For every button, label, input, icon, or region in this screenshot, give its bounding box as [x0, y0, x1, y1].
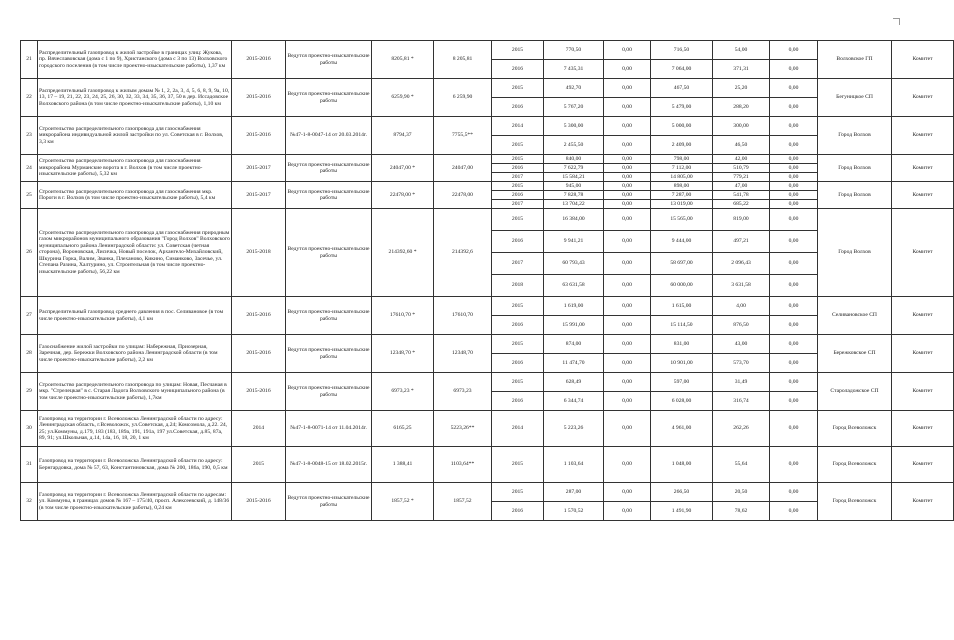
funding-year: 2016 — [492, 354, 544, 373]
funding-other: 0,00 — [770, 155, 818, 164]
funding-year: 2016 — [492, 231, 544, 253]
funding-year: 2016 — [492, 392, 544, 411]
funding-other: 0,00 — [770, 191, 818, 200]
design-status: Ведутся проектно-изыскательские работы — [286, 209, 372, 297]
funding-federal: 0,00 — [604, 41, 651, 60]
funding-total: 2 455,50 — [544, 136, 604, 155]
funding-total: 13 704,22 — [544, 200, 604, 209]
funding-local: 43,00 — [713, 335, 770, 354]
funding-local: 497,21 — [713, 231, 770, 253]
municipality: Селивановское СП — [818, 297, 892, 335]
funding-limit: 8 205,81 — [434, 41, 492, 79]
table-row — [21, 209, 954, 231]
funding-local: 876,50 — [713, 316, 770, 335]
municipality: Город Волхов — [818, 155, 892, 182]
design-status: №47-1-8-0048-15 от 18.02.2015г. — [286, 447, 372, 483]
funding-regional: 14 805,00 — [651, 173, 713, 182]
object-name: Распределительный газопровод среднего давления в пос. Селивановое (в том числе проектно-изыскательские работы), 4,1 км — [38, 297, 232, 335]
funding-year: 2018 — [492, 275, 544, 297]
program-table — [20, 40, 954, 521]
municipality: Волховское ГП — [818, 41, 892, 79]
funding-other: 0,00 — [770, 447, 818, 483]
funding-year: 2017 — [492, 253, 544, 275]
page-corner-mark — [893, 18, 900, 25]
object-name: Строительство распределительного газопровода для газоснабжения природным газом микрорайонов муниципального образования "Город Волхов" Волховского муниципального района Ленинградской области: ул. Советская (четная сторона), Вороновская, Лисичка, Новый поселок, Архангело-Михайловский, Шкурина Горка, Валим, Званка, Плеханово, Кикино, Симанково, Засечье, ул. Степана Разина, Халтурино, ул. Строительная (в том числе проектно-изыскательские работы), 56,22 км — [38, 209, 232, 297]
funding-federal: 0,00 — [604, 411, 651, 447]
funding-year: 2014 — [492, 411, 544, 447]
funding-other: 0,00 — [770, 209, 818, 231]
funding-regional: 60 000,00 — [651, 275, 713, 297]
funding-local: 779,21 — [713, 173, 770, 182]
funding-regional: 4 961,00 — [651, 411, 713, 447]
funding-federal: 0,00 — [604, 191, 651, 200]
funding-federal: 0,00 — [604, 79, 651, 98]
funding-total: 15 991,00 — [544, 316, 604, 335]
funding-limit: 5223,26** — [434, 411, 492, 447]
document-page — [20, 40, 954, 521]
funding-year: 2015 — [492, 136, 544, 155]
row-number: 24 — [21, 155, 38, 182]
funding-total: 15 584,21 — [544, 173, 604, 182]
funding-limit: 1857,52 — [434, 483, 492, 521]
funding-limit: 12348,70 — [434, 335, 492, 373]
design-status: Ведутся проектно-изыскательские работы — [286, 335, 372, 373]
row-number: 26 — [21, 209, 38, 297]
funding-regional: 10 901,00 — [651, 354, 713, 373]
funding-regional: 266,50 — [651, 483, 713, 502]
funding-regional: 831,00 — [651, 335, 713, 354]
funding-federal: 0,00 — [604, 209, 651, 231]
funding-year: 2015 — [492, 209, 544, 231]
funding-other: 0,00 — [770, 60, 818, 79]
funding-total: 770,50 — [544, 41, 604, 60]
funding-other: 0,00 — [770, 79, 818, 98]
object-name: Газоснабжение жилой застройки по улицам: Набережная, Приозерная, Заречная, дер. Бережки Волховского района Ленинградской области (в том числе проектно-изыскательские работы), 2,2 км — [38, 335, 232, 373]
funding-federal: 0,00 — [604, 502, 651, 521]
municipality: Староладожское СП — [818, 373, 892, 411]
estimated-cost: 1857,52 * — [372, 483, 434, 521]
executor: Комитет — [892, 297, 954, 335]
funding-year: 2016 — [492, 191, 544, 200]
implementation-period: 2015-2016 — [232, 117, 286, 155]
funding-federal: 0,00 — [604, 231, 651, 253]
funding-limit: 6 259,90 — [434, 79, 492, 117]
row-number: 29 — [21, 373, 38, 411]
funding-total: 11 474,70 — [544, 354, 604, 373]
funding-year: 2015 — [492, 447, 544, 483]
funding-federal: 0,00 — [604, 98, 651, 117]
executor: Комитет — [892, 411, 954, 447]
funding-total: 60 793,43 — [544, 253, 604, 275]
estimated-cost: 17610,70 * — [372, 297, 434, 335]
funding-total: 5 223,26 — [544, 411, 604, 447]
funding-other: 0,00 — [770, 297, 818, 316]
estimated-cost: 22478,00 * — [372, 182, 434, 209]
funding-year: 2014 — [492, 117, 544, 136]
funding-total: 63 631,58 — [544, 275, 604, 297]
funding-local: 300,00 — [713, 117, 770, 136]
funding-federal: 0,00 — [604, 136, 651, 155]
implementation-period: 2015-2016 — [232, 79, 286, 117]
funding-local: 25,20 — [713, 79, 770, 98]
table-row — [21, 373, 954, 392]
funding-local: 262,26 — [713, 411, 770, 447]
design-status: Ведутся проектно-изыскательские работы — [286, 79, 372, 117]
funding-local: 54,00 — [713, 41, 770, 60]
municipality: Город Всеволожск — [818, 447, 892, 483]
funding-limit: 17610,70 — [434, 297, 492, 335]
executor: Комитет — [892, 373, 954, 411]
funding-year: 2017 — [492, 173, 544, 182]
implementation-period: 2015-2018 — [232, 209, 286, 297]
funding-federal: 0,00 — [604, 253, 651, 275]
table-row — [21, 335, 954, 354]
funding-federal: 0,00 — [604, 297, 651, 316]
funding-limit: 214392,6 — [434, 209, 492, 297]
funding-local: 46,50 — [713, 136, 770, 155]
funding-local: 541,78 — [713, 191, 770, 200]
table-row — [21, 41, 954, 60]
funding-regional: 716,50 — [651, 41, 713, 60]
funding-regional: 1 491,90 — [651, 502, 713, 521]
funding-year: 2015 — [492, 373, 544, 392]
funding-federal: 0,00 — [604, 275, 651, 297]
municipality: Город Волхов — [818, 182, 892, 209]
implementation-period: 2015-2016 — [232, 373, 286, 411]
executor: Комитет — [892, 483, 954, 521]
funding-regional: 7 112,00 — [651, 164, 713, 173]
implementation-period: 2015 — [232, 447, 286, 483]
table-row — [21, 447, 954, 483]
implementation-period: 2015-2017 — [232, 155, 286, 182]
design-status: Ведутся проектно-изыскательские работы — [286, 182, 372, 209]
funding-year: 2015 — [492, 483, 544, 502]
funding-federal: 0,00 — [604, 60, 651, 79]
funding-total: 6 344,74 — [544, 392, 604, 411]
implementation-period: 2014 — [232, 411, 286, 447]
funding-federal: 0,00 — [604, 483, 651, 502]
object-name: Строительство распределительного газопровода для газоснабжения мкр. Пороги в г. Волхов (в том числе проектно-изыскательские работы), 5,4 км — [38, 182, 232, 209]
object-name: Распределительный газопровод к жилой застройке в границах улиц: Жукова, пр. Вячеславовская (дома с 1 по 9), Христанского (дома с 3 по 13) Волховского городского поселения (в том числе проектно-изыскательские работы), 1,37 км — [38, 41, 232, 79]
funding-local: 55,64 — [713, 447, 770, 483]
funding-total: 7 828,78 — [544, 191, 604, 200]
funding-total: 874,00 — [544, 335, 604, 354]
funding-local: 371,31 — [713, 60, 770, 79]
funding-regional: 1 615,00 — [651, 297, 713, 316]
funding-year: 2015 — [492, 41, 544, 60]
funding-total: 16 384,00 — [544, 209, 604, 231]
funding-local: 20,50 — [713, 483, 770, 502]
funding-federal: 0,00 — [604, 155, 651, 164]
design-status: №47-1-8-0071-14 от 11.04.2014г. — [286, 411, 372, 447]
funding-other: 0,00 — [770, 411, 818, 447]
funding-other: 0,00 — [770, 182, 818, 191]
funding-regional: 597,00 — [651, 373, 713, 392]
funding-limit: 22478,00 — [434, 182, 492, 209]
funding-local: 819,00 — [713, 209, 770, 231]
funding-federal: 0,00 — [604, 373, 651, 392]
table-row — [21, 117, 954, 136]
funding-local: 31,49 — [713, 373, 770, 392]
row-number: 21 — [21, 41, 38, 79]
funding-federal: 0,00 — [604, 354, 651, 373]
funding-total: 1 570,52 — [544, 502, 604, 521]
estimated-cost: 24047,00 * — [372, 155, 434, 182]
funding-other: 0,00 — [770, 483, 818, 502]
funding-regional: 13 019,00 — [651, 200, 713, 209]
funding-total: 9 941,21 — [544, 231, 604, 253]
executor: Комитет — [892, 447, 954, 483]
row-number: 30 — [21, 411, 38, 447]
executor: Комитет — [892, 335, 954, 373]
object-name: Газопровод на территории г. Всеволожска Ленинградской области по адресу: Бернгардовка, дома № 57, 63, Константиновская, дома № 200, 186а, 190, 0,5 км — [38, 447, 232, 483]
funding-local: 3 631,58 — [713, 275, 770, 297]
funding-regional: 7 064,00 — [651, 60, 713, 79]
executor: Комитет — [892, 41, 954, 79]
design-status: Ведутся проектно-изыскательские работы — [286, 483, 372, 521]
funding-other: 0,00 — [770, 41, 818, 60]
implementation-period: 2015-2016 — [232, 297, 286, 335]
funding-local: 42,00 — [713, 155, 770, 164]
funding-year: 2015 — [492, 182, 544, 191]
funding-regional: 9 444,00 — [651, 231, 713, 253]
funding-regional: 1 048,00 — [651, 447, 713, 483]
estimated-cost: 8205,81 * — [372, 41, 434, 79]
executor: Комитет — [892, 155, 954, 182]
funding-regional: 898,00 — [651, 182, 713, 191]
funding-other: 0,00 — [770, 373, 818, 392]
funding-other: 0,00 — [770, 354, 818, 373]
row-number: 22 — [21, 79, 38, 117]
municipality: Город Всеволожск — [818, 483, 892, 521]
funding-federal: 0,00 — [604, 392, 651, 411]
design-status: №47-1-8-0047-14 от 20.03.2014г. — [286, 117, 372, 155]
object-name: Газопровод на территории г. Всеволожска Ленинградской области по адресам: ул. Коммуны, в границах домов № 167 – 175/40, просп. Алексеевский, д. 148/36 (в том числе проектно-изыскательские работы), 0,24 км — [38, 483, 232, 521]
funding-other: 0,00 — [770, 253, 818, 275]
design-status: Ведутся проектно-изыскательские работы — [286, 297, 372, 335]
funding-total: 492,70 — [544, 79, 604, 98]
funding-regional: 58 697,00 — [651, 253, 713, 275]
table-row — [21, 297, 954, 316]
funding-total: 287,00 — [544, 483, 604, 502]
funding-other: 0,00 — [770, 136, 818, 155]
design-status: Ведутся проектно-изыскательские работы — [286, 155, 372, 182]
funding-federal: 0,00 — [604, 200, 651, 209]
object-name: Строительство распределительного газопровода для газоснабжения микрорайона индивидуальной жилой застройки по ул. Советская в г. Волхов, 3,3 км — [38, 117, 232, 155]
funding-local: 47,00 — [713, 182, 770, 191]
funding-total: 1 103,64 — [544, 447, 604, 483]
object-name: Строительство распределительного газопровода для газоснабжения микрорайона Мурманские ворота в г. Волхов (в том числе проектно-изыскательские работы), 5,32 км — [38, 155, 232, 182]
estimated-cost: 6165,25 — [372, 411, 434, 447]
funding-federal: 0,00 — [604, 117, 651, 136]
funding-regional: 5 479,00 — [651, 98, 713, 117]
funding-federal: 0,00 — [604, 335, 651, 354]
funding-local: 573,70 — [713, 354, 770, 373]
funding-regional: 2 409,00 — [651, 136, 713, 155]
funding-year: 2017 — [492, 200, 544, 209]
executor: Комитет — [892, 117, 954, 155]
funding-local: 510,79 — [713, 164, 770, 173]
estimated-cost: 6259,90 * — [372, 79, 434, 117]
implementation-period: 2015-2017 — [232, 182, 286, 209]
estimated-cost: 1 388,41 — [372, 447, 434, 483]
row-number: 32 — [21, 483, 38, 521]
object-name: Распределительный газопровод к жилым домам № 1, 2, 2а, 3, 4, 5, 6, 8, 9, 9а, 10, 13, 17 – 19, 21, 22, 23, 24, 25, 26, 30, 32, 33, 34, 35, 36, 37, 50 в дер. Иссадовское Волховского района (в том числе проектно-изыскательские работы), 1,10 км — [38, 79, 232, 117]
funding-year: 2016 — [492, 98, 544, 117]
estimated-cost: 214392,60 * — [372, 209, 434, 297]
funding-local: 288,20 — [713, 98, 770, 117]
funding-federal: 0,00 — [604, 182, 651, 191]
funding-other: 0,00 — [770, 231, 818, 253]
design-status: Ведутся проектно-изыскательские работы — [286, 41, 372, 79]
municipality: Бегуницкое СП — [818, 79, 892, 117]
row-number: 25 — [21, 182, 38, 209]
municipality: Город Волхов — [818, 117, 892, 155]
funding-limit: 7755,5** — [434, 117, 492, 155]
row-number: 28 — [21, 335, 38, 373]
funding-limit: 1103,64** — [434, 447, 492, 483]
table-row — [21, 411, 954, 447]
municipality: Бережковское СП — [818, 335, 892, 373]
funding-regional: 798,00 — [651, 155, 713, 164]
funding-other: 0,00 — [770, 392, 818, 411]
funding-other: 0,00 — [770, 200, 818, 209]
object-name: Газопровод на территории г. Всеволожска Ленинградской области по адресу: Ленинградская область, г.Всеволожск, ул.Советская, д.24; Комсомола, д.22. 24, 25; ул.Коммуны, д.179, 183 (183, 189а, 191, 191а, 197 ул.Советская, д.85, 87а, 89, 91; ул.Школьная, д.14, 14а, 16, 18, 20, 1 км — [38, 411, 232, 447]
table-body — [21, 41, 954, 521]
funding-federal: 0,00 — [604, 164, 651, 173]
funding-total: 7 435,31 — [544, 60, 604, 79]
implementation-period: 2015-2016 — [232, 41, 286, 79]
funding-federal: 0,00 — [604, 447, 651, 483]
implementation-period: 2015-2016 — [232, 483, 286, 521]
funding-regional: 5 000,00 — [651, 117, 713, 136]
row-number: 23 — [21, 117, 38, 155]
funding-regional: 7 287,00 — [651, 191, 713, 200]
funding-total: 945,00 — [544, 182, 604, 191]
funding-local: 78,62 — [713, 502, 770, 521]
funding-federal: 0,00 — [604, 316, 651, 335]
funding-federal: 0,00 — [604, 173, 651, 182]
funding-other: 0,00 — [770, 502, 818, 521]
funding-year: 2016 — [492, 502, 544, 521]
funding-year: 2015 — [492, 79, 544, 98]
funding-limit: 24047,00 — [434, 155, 492, 182]
funding-total: 5 767,20 — [544, 98, 604, 117]
funding-total: 628,49 — [544, 373, 604, 392]
funding-other: 0,00 — [770, 98, 818, 117]
funding-local: 685,22 — [713, 200, 770, 209]
design-status: Ведутся проектно-изыскательские работы — [286, 373, 372, 411]
funding-other: 0,00 — [770, 173, 818, 182]
funding-other: 0,00 — [770, 316, 818, 335]
municipality: Город Волхов — [818, 209, 892, 297]
funding-limit: 6973,23 — [434, 373, 492, 411]
funding-year: 2015 — [492, 155, 544, 164]
object-name: Строительство распределительного газопровода по улицам: Новая, Песчаная в мкр. "Стрелецкая" в с. Старая Ладога Волховского муниципального района (в том числе проектно-изыскательские работы), 1,7км — [38, 373, 232, 411]
table-row — [21, 155, 954, 164]
funding-other: 0,00 — [770, 335, 818, 354]
funding-regional: 15 565,00 — [651, 209, 713, 231]
table-row — [21, 79, 954, 98]
funding-local: 316,74 — [713, 392, 770, 411]
funding-other: 0,00 — [770, 164, 818, 173]
estimated-cost: 12348,70 * — [372, 335, 434, 373]
funding-other: 0,00 — [770, 117, 818, 136]
funding-other: 0,00 — [770, 275, 818, 297]
funding-total: 5 300,00 — [544, 117, 604, 136]
funding-local: 2 096,43 — [713, 253, 770, 275]
funding-year: 2016 — [492, 316, 544, 335]
funding-regional: 6 028,00 — [651, 392, 713, 411]
estimated-cost: 6973,23 * — [372, 373, 434, 411]
funding-year: 2015 — [492, 297, 544, 316]
funding-total: 1 619,00 — [544, 297, 604, 316]
row-number: 31 — [21, 447, 38, 483]
funding-local: 4,00 — [713, 297, 770, 316]
funding-year: 2016 — [492, 60, 544, 79]
executor: Комитет — [892, 79, 954, 117]
executor: Комитет — [892, 209, 954, 297]
funding-total: 7 622,79 — [544, 164, 604, 173]
municipality: Город Всеволожск — [818, 411, 892, 447]
executor: Комитет — [892, 182, 954, 209]
table-row — [21, 182, 954, 191]
funding-year: 2015 — [492, 335, 544, 354]
row-number: 27 — [21, 297, 38, 335]
table-row — [21, 483, 954, 502]
implementation-period: 2015-2016 — [232, 335, 286, 373]
funding-regional: 15 114,50 — [651, 316, 713, 335]
funding-regional: 467,50 — [651, 79, 713, 98]
funding-total: 840,00 — [544, 155, 604, 164]
estimated-cost: 8794,37 — [372, 117, 434, 155]
funding-year: 2016 — [492, 164, 544, 173]
